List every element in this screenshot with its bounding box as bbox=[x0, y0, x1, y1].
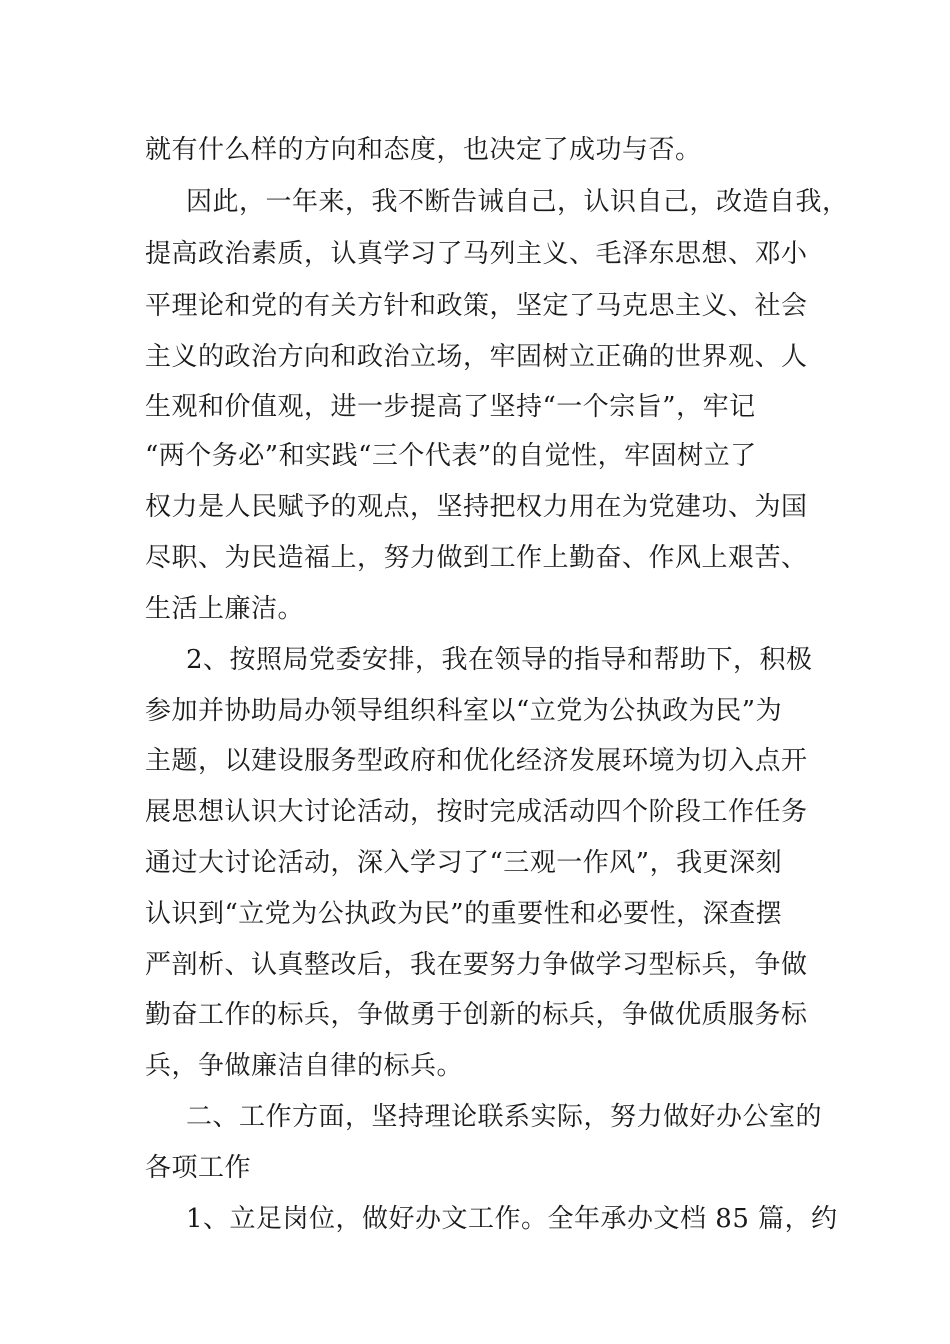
text-line: 兵，争做廉洁自律的标兵。 bbox=[145, 1051, 464, 1081]
text-line: 平理论和党的有关方针和政策，坚定了马克思主义、社会 bbox=[145, 291, 808, 321]
text-line: 严剖析、认真整改后，我在要努力争做学习型标兵，争做 bbox=[145, 950, 808, 980]
text-line: 通过大讨论活动，深入学习了“三观一作风”，我更深刻 bbox=[145, 848, 783, 878]
text-line: 尽职、为民造福上，努力做到工作上勤奋、作风上艰苦、 bbox=[145, 543, 808, 573]
text-line: 主题，以建设服务型政府和优化经济发展环境为切入点开 bbox=[145, 746, 808, 776]
text-line: 各项工作 bbox=[145, 1153, 252, 1183]
text-line: 主义的政治方向和政治立场，牢固树立正确的世界观、人 bbox=[145, 342, 808, 372]
text-line: 就有什么样的方向和态度，也决定了成功与否。 bbox=[145, 135, 702, 165]
text-line: 提高政治素质，认真学习了马列主义、毛泽东思想、邓小 bbox=[145, 239, 808, 269]
text-line: 因此，一年来，我不断告诫自己，认识自己，改造自我， bbox=[186, 187, 849, 217]
text-line: 勤奋工作的标兵，争做勇于创新的标兵，争做优质服务标 bbox=[145, 1000, 808, 1030]
text-line: “两个务必”和实践“三个代表”的自觉性，牢固树立了 bbox=[145, 441, 757, 471]
text-line: 参加并协助局办领导组织科室以“立党为公执政为民”为 bbox=[145, 696, 783, 726]
text-line: 生活上廉洁。 bbox=[145, 594, 305, 624]
text-line: 2、按照局党委安排，我在领导的指导和帮助下，积极 bbox=[186, 645, 813, 675]
text-line: 认识到“立党为公执政为民”的重要性和必要性，深查摆 bbox=[145, 899, 783, 929]
text-line: 展思想认识大讨论活动，按时完成活动四个阶段工作任务 bbox=[145, 797, 808, 827]
text-line: 1、立足岗位，做好办文工作。全年承办文档 85 篇，约 bbox=[186, 1204, 838, 1234]
text-line: 权力是人民赋予的观点，坚持把权力用在为党建功、为国 bbox=[145, 492, 808, 522]
text-line: 二、工作方面，坚持理论联系实际，努力做好办公室的 bbox=[186, 1102, 823, 1132]
text-line: 生观和价值观，进一步提高了坚持“一个宗旨”，牢记 bbox=[145, 392, 756, 422]
